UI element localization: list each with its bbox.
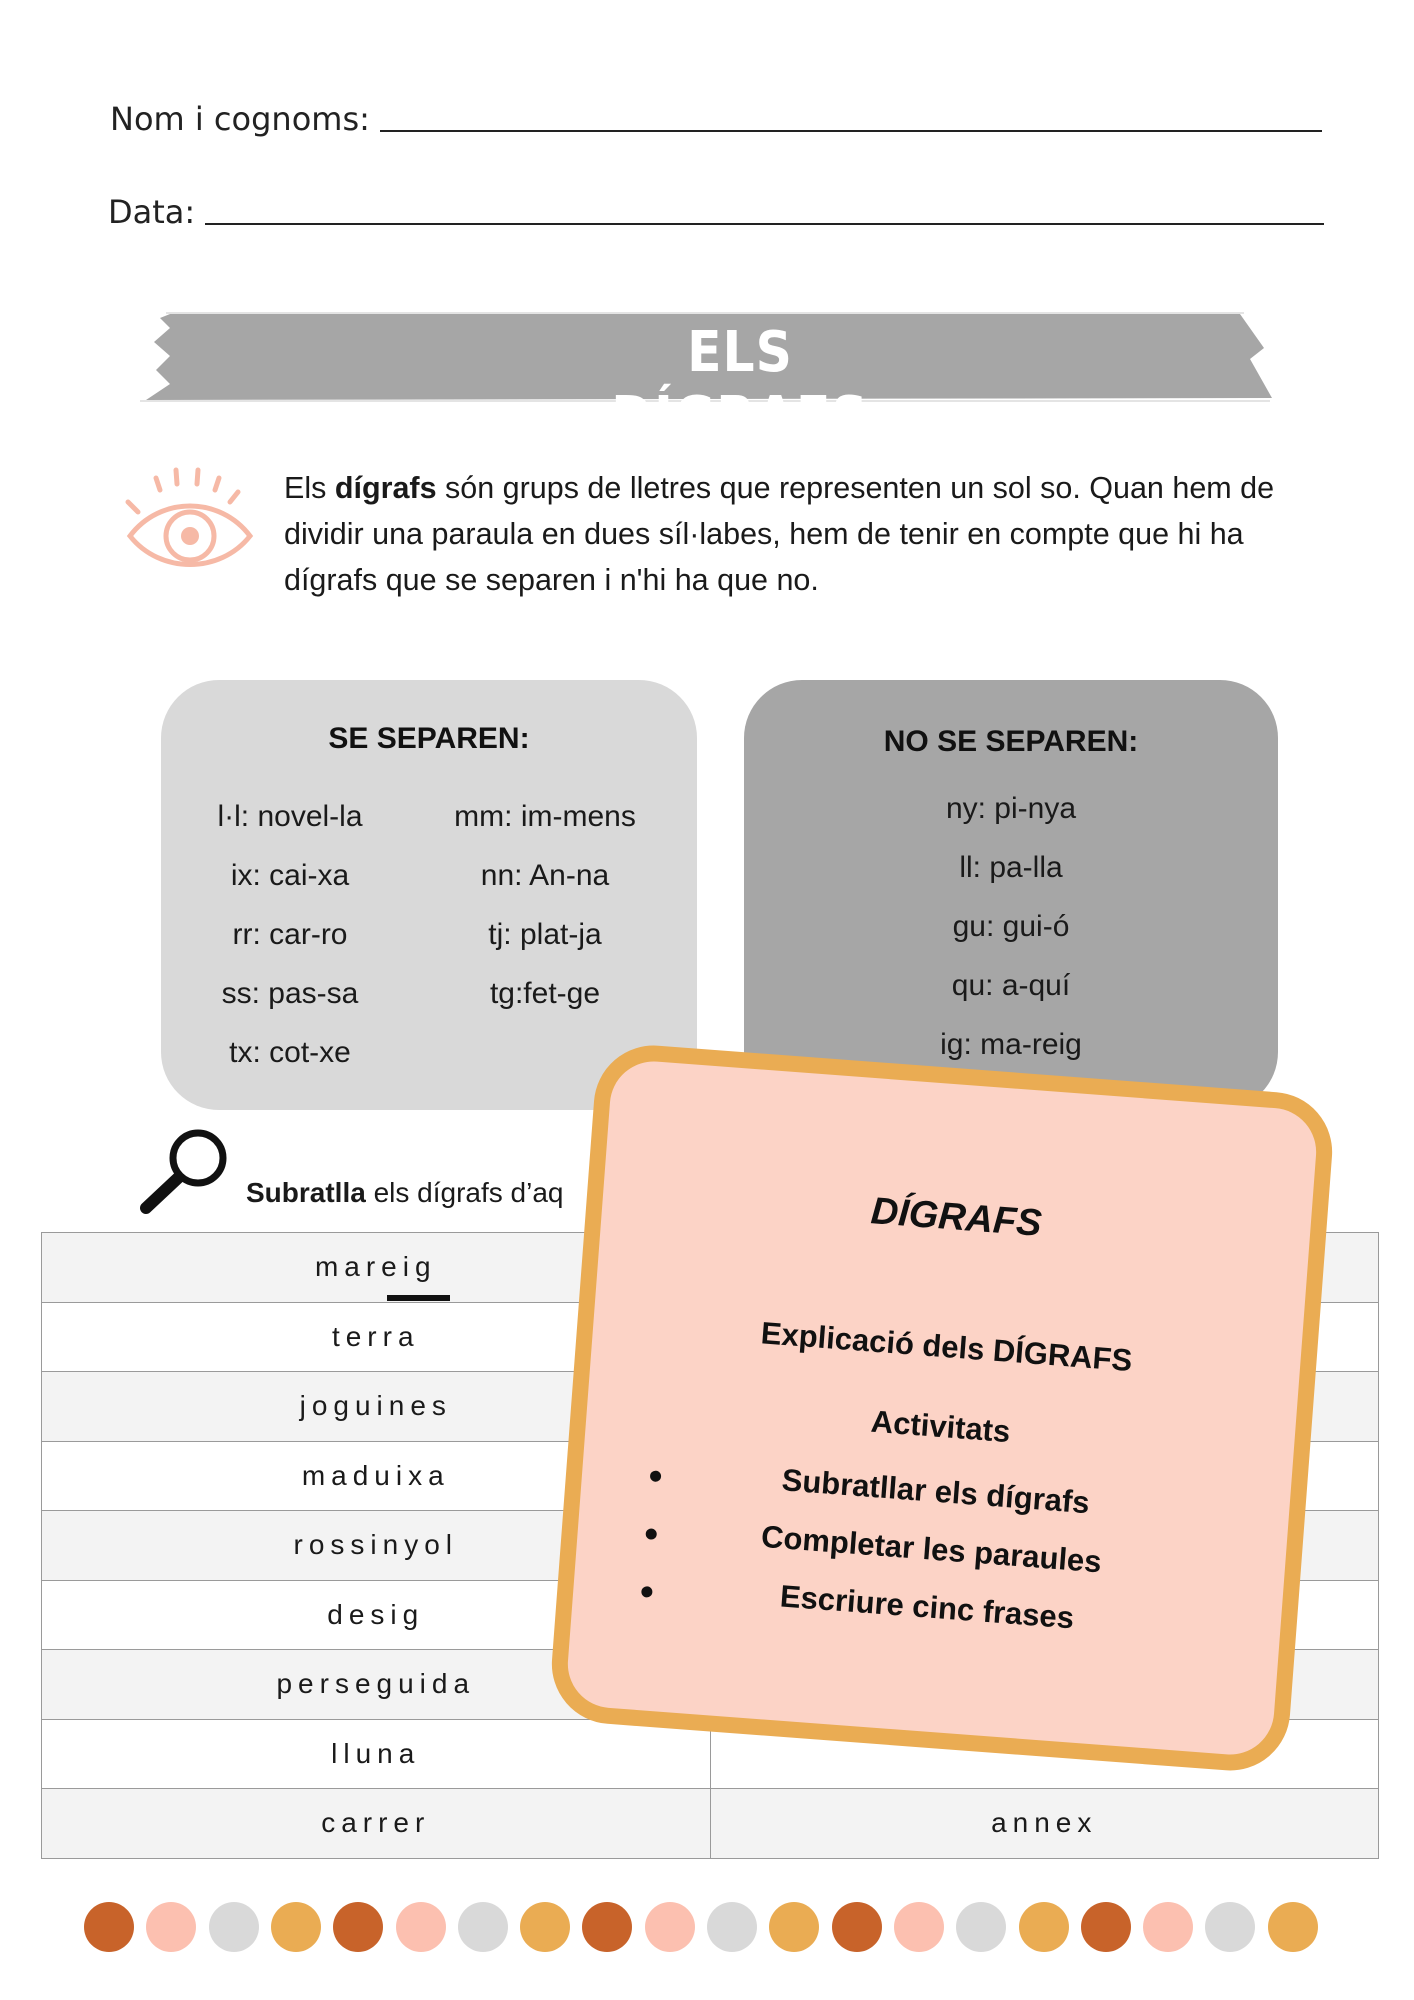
date-field[interactable] — [108, 187, 1324, 231]
word-cell[interactable]: lluna — [42, 1719, 711, 1789]
word-cell[interactable]: joguines — [42, 1372, 711, 1442]
word-cell[interactable]: rossinyol — [42, 1511, 711, 1581]
intro-paragraph — [284, 465, 1324, 603]
instruction-text: els dígrafs d’aq — [365, 1177, 564, 1208]
footer-dot — [396, 1902, 446, 1952]
not-separate-item: qu: a-quí — [951, 969, 1071, 1002]
footer-dot — [1019, 1902, 1069, 1952]
separate-item: tx: cot-xe — [229, 1036, 351, 1069]
footer-dot — [271, 1902, 321, 1952]
underline-mark — [387, 1295, 450, 1301]
separate-item: tg:fet-ge — [489, 977, 601, 1010]
instruction-bold: Subratlla — [246, 1177, 366, 1208]
word-cell[interactable]: maduixa — [42, 1441, 711, 1511]
footer-dot — [894, 1902, 944, 1952]
separate-box-title: SE SEPAREN: — [328, 722, 530, 755]
footer-dot — [1143, 1902, 1193, 1952]
card-bullet-item: Subratllar els dígrafs — [780, 1462, 1091, 1521]
separate-item: mm: im-mens — [454, 800, 636, 833]
magnifier-icon — [136, 1126, 232, 1216]
intro-lead: Els — [284, 471, 335, 505]
separate-item: l·l: novel-la — [217, 800, 363, 833]
intro-bold-term: dígrafs — [334, 471, 437, 505]
word-cell[interactable]: terra — [42, 1302, 711, 1372]
word-cell[interactable]: perseguida — [42, 1650, 711, 1720]
footer-dot — [707, 1902, 757, 1952]
not-separate-item: ll: pa-lla — [959, 851, 1063, 884]
footer-dot — [84, 1902, 134, 1952]
name-line — [380, 130, 1322, 132]
footer-dot — [520, 1902, 570, 1952]
footer-dot — [645, 1902, 695, 1952]
word-cell[interactable]: carrer — [42, 1789, 711, 1859]
separate-item: nn: An-na — [480, 859, 610, 892]
card-line-activities: Activitats — [869, 1403, 1012, 1450]
footer-dot — [769, 1902, 819, 1952]
footer-dot — [333, 1902, 383, 1952]
card-bullet-item: Escriure cinc frases — [778, 1578, 1076, 1636]
footer-dot — [1205, 1902, 1255, 1952]
footer-dot — [832, 1902, 882, 1952]
word-cell[interactable]: mareig — [42, 1233, 711, 1303]
footer-dot — [956, 1902, 1006, 1952]
summary-card — [548, 1041, 1337, 1775]
not-separate-item: gu: gui-ó — [952, 910, 1070, 943]
eye-icon — [120, 466, 260, 578]
footer-dot — [1268, 1902, 1318, 1952]
footer-dot — [1081, 1902, 1131, 1952]
not-separate-box-title: NO SE SEPAREN: — [883, 725, 1139, 758]
separate-item: ix: cai-xa — [230, 859, 350, 892]
not-separate-item: ny: pi-nya — [945, 792, 1077, 825]
card-bullet-item: Completar les paraules — [759, 1518, 1103, 1580]
name-label: Nom i cognoms: — [110, 100, 370, 138]
footer-dot — [209, 1902, 259, 1952]
word-cell[interactable]: desig — [42, 1580, 711, 1650]
footer-dot — [582, 1902, 632, 1952]
separate-item: rr: car-ro — [232, 918, 348, 951]
separate-item: ss: pas-sa — [221, 977, 359, 1010]
footer-dot — [458, 1902, 508, 1952]
card-line-explanation: Explicació dels DÍGRAFS — [759, 1315, 1134, 1379]
page-title: ELS DÍGRAFS — [611, 320, 869, 450]
date-line — [205, 223, 1324, 225]
intro-text: són grups de lletres que representen un sol so. Quan hem de dividir una paraula en dues síl·labes, hem de tenir en compte que hi ha dígrafs que se separen i n'hi ha que no. — [284, 471, 1275, 597]
card-title: DÍGRAFS — [869, 1190, 1044, 1245]
separate-item: tj: plat-ja — [488, 918, 602, 951]
activity-instruction — [246, 1177, 563, 1209]
table-row — [42, 1789, 1379, 1859]
word-cell[interactable]: annex — [710, 1789, 1379, 1859]
not-separate-item: ig: ma-reig — [940, 1028, 1082, 1061]
footer-dot — [146, 1902, 196, 1952]
date-label: Data: — [108, 193, 196, 231]
name-field[interactable] — [110, 94, 1322, 138]
